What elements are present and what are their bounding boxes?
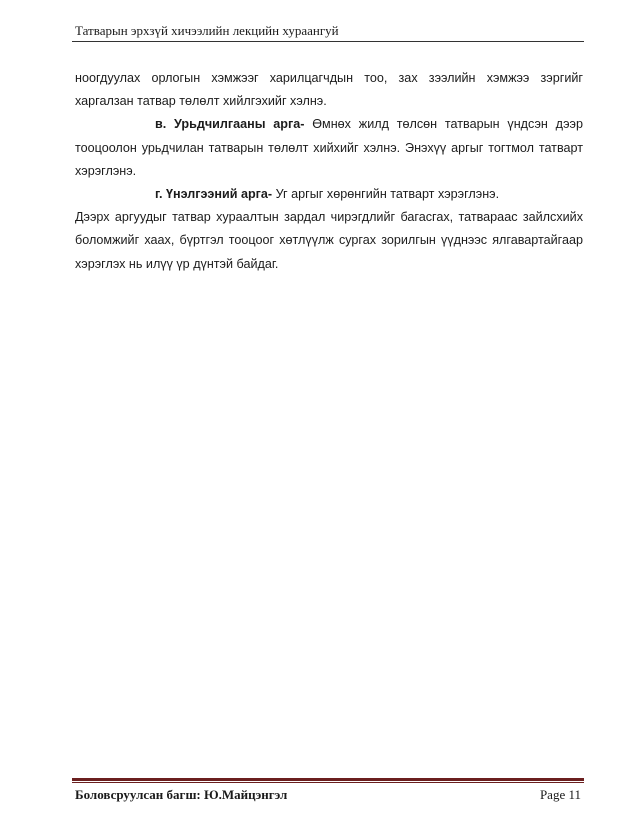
page-number: Page 11 [539, 787, 581, 802]
term-assessment-method: г. Үнэлгээний арга- [155, 187, 273, 202]
document-body [75, 67, 583, 276]
paragraph-continuation: ноогдуулах орлогын хэмжээг харилцагчдын тоо, зах зээлийн хэмжээ зэргийг харгалзан татвар төлөлт хийлгэхийг хэлнэ. [75, 71, 583, 109]
footer-divider-thick [72, 778, 584, 781]
paragraph-assessment-method [75, 183, 583, 206]
header-divider [72, 41, 584, 42]
footer-author: Боловсруулсан багш: Ю.Майцэнгэл [75, 787, 288, 802]
footer-divider-thin [72, 782, 584, 783]
paragraph-advance-method [75, 113, 583, 183]
advance-method-description: Өмнөх жилд төлсөн татварын үндсэн дээр тооцоолон урьдчилан татварын төлөлт хийхийг хэлнэ. Энэхүү аргыг тогтмол татварт хэрэглэнэ. [75, 117, 583, 178]
assessment-method-description: Уг аргыг хөрөнгийн татварт хэрэглэнэ. [272, 187, 500, 202]
running-header: Татварын эрхзүй хичээлийн лекцийн хураангуй [75, 23, 339, 38]
paragraph-summary: Дээрх аргуудыг татвар хураалтын зардал чирэгдлийг багасгах, татвараас зайлсхийх боломжийг хаах, бүртгэл тооцоог хөтлүүлж сургах зорилгын үүднээс ялгавартайгаар хэрэглэх нь илүү үр дүнтэй байдаг. [75, 210, 583, 271]
term-advance-method: в. Урьдчилгааны арга- [155, 117, 305, 132]
